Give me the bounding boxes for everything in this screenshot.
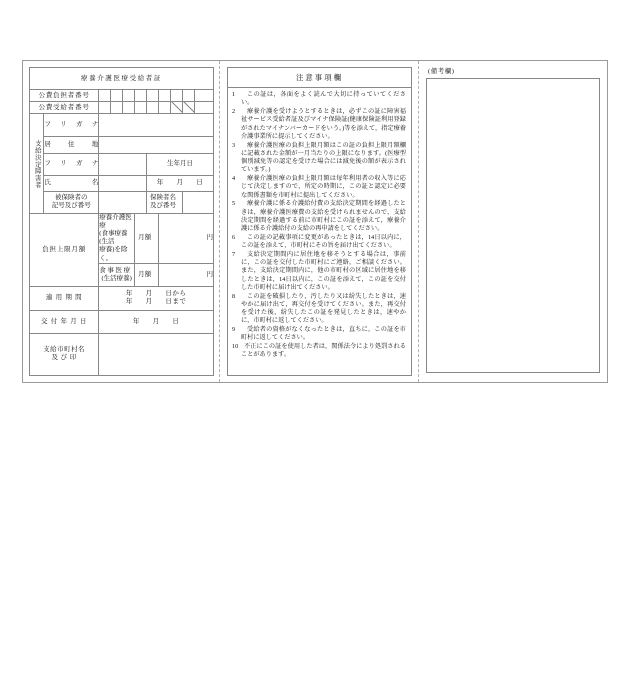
notice-item-text: 療養介護に係る介護給付費の支給決定期間を経過したときは，療養介護医療費の支給を受けられませんので，支給決定期間を経過する前に市町村にこの証を添えて，療養介護に係る介護給付の支給の再申請をしてください。 [241,200,406,232]
recipient-digit-cell[interactable] [123,102,135,114]
recipient-digit-cell[interactable] [147,102,159,114]
burden-digit-cell[interactable] [135,90,147,102]
birth-month-label: 月 [176,179,184,187]
notice-item [232,108,406,141]
issue-date-value[interactable] [99,310,214,333]
furigana-name-label: フ リ ガ ナ [44,153,99,175]
burden-number-blank-cell [194,90,213,102]
public-burden-number-label: 公費負担者番号 [30,90,99,102]
address-value[interactable] [99,136,214,153]
notice-item-number: 1 [232,91,236,98]
period-from-month: 月 [145,290,153,298]
notice-box [227,67,412,376]
issue-date-label: 交 付 年 月 日 [30,310,99,333]
name-label: 氏 名 [44,175,99,191]
period-to-year: 年 [125,298,133,306]
name-value[interactable] [99,175,147,191]
furigana-label: フ リ ガ ナ [44,114,99,136]
municipality-row [30,333,214,375]
burden-digit-cell[interactable] [182,90,194,102]
remarks-input-box[interactable] [426,78,600,373]
period-from-year: 年 [125,290,133,298]
recipient-digit-cell[interactable] [99,102,111,114]
meal-amount-value[interactable] [158,263,213,286]
insurer-name-label: 保険者名 及び番号 [147,191,183,213]
notice-item [232,91,406,108]
notice-item-text: 支給決定期間内に居住地を移そうとする場合は，事前に，この証を交付した市町村にご連絡，ご相談ください。また，支給決定期間内に，他の市町村の区域に居住地を移したときは，14日以内に，この証を添えて，この証を交付した市町村に届け出てください。 [241,250,406,291]
notice-item-number: 6 [232,233,236,241]
care-medical-cap-row [30,213,214,263]
birth-year-label: 年 [156,179,164,187]
meal-yen-label: 円 [206,270,213,278]
notice-list [228,88,411,375]
public-recipient-number-row [30,102,214,114]
burden-cap-label: 負担上限月額 [30,213,99,286]
care-amount-value[interactable] [158,213,213,263]
recipient-strike-cell [170,102,182,114]
notice-item-number: 5 [232,200,236,208]
issue-month-label: 月 [152,317,160,325]
period-label: 適 用 期 間 [30,286,99,310]
furigana-name-value[interactable] [99,153,147,175]
notice-item-number: 9 [232,326,236,333]
notice-item [232,142,406,175]
insured-symbol-label: 被保険者の 記号及び番号 [44,191,99,213]
notice-item-text: この証を破損したり，汚したり又は紛失したときは，速やかに届け出て，再交付を受けてください。また，再交付を受けた後，紛失したこの証を発見したときは，速やかに，市町村に返してください。 [241,292,406,325]
insurer-name-value[interactable] [182,191,213,213]
furigana-name-row [30,153,214,175]
notice-item [232,175,406,200]
notice-item-text: 療養介護を受けようとするときは，必ずこの証に障害福祉サービス受給者証及びマイナ保険証(健康保険証利用登録がされたマイナンバーカードをいう。)等を添えて，指定療養介護事業所に提示してください。 [241,108,406,140]
notice-item-number: 3 [232,141,236,149]
notice-item-number: 7 [232,250,236,258]
recipient-number-blank-cell [194,102,213,114]
recipient-digit-cell[interactable] [158,102,170,114]
certificate-table [29,67,214,376]
burden-digit-cell[interactable] [111,90,123,102]
burden-digit-cell[interactable] [99,90,111,102]
period-to-day: 日まで [165,298,187,306]
issue-date-row [30,310,214,333]
meal-medical-label: 食 事 医 療 (生活療養) [99,263,135,286]
issue-year-label: 年 [132,317,140,325]
notice-panel [219,61,418,382]
period-from-day: 日から [165,290,187,298]
notice-item-number: 10 [232,343,239,350]
burden-digit-cell[interactable] [170,90,182,102]
certificate-title: 療養介護医療受給者証 [30,68,214,90]
notice-item-text: 療養介護医療の負担上限月額は毎年利用者の収入等に応じて決定しますので，所定の時期に，この証と認定に必要な関係書類を市町村に提出してください。 [241,175,406,199]
certificate-title-row [30,68,214,90]
burden-digit-cell[interactable] [158,90,170,102]
burden-digit-cell[interactable] [123,90,135,102]
insured-number-row [30,191,214,213]
notice-item-text: 受給者の資格がなくなったときは，直ちに，この証を市町村に返してください。 [241,326,406,342]
period-to-month: 月 [145,298,153,306]
notice-item-number: 8 [232,292,236,300]
notice-item [232,234,406,251]
name-row [30,175,214,191]
meal-monthly-amount-label: 月額 [135,263,159,286]
birthdate-label: 生年月日 [147,153,214,175]
beneficiary-vertical-label: 支給決定障害者 [30,114,44,214]
recipient-digit-cell[interactable] [111,102,123,114]
period-row [30,286,214,310]
notice-item [232,343,406,360]
notice-item [232,293,406,326]
address-row [30,136,214,153]
care-yen-label: 円 [206,234,213,242]
burden-digit-cell[interactable] [147,90,159,102]
notice-item-text: この証は，各面をよく読んで大切に持っていてください。 [241,91,406,107]
certificate-sheet [22,60,608,383]
address-label: 居 住 地 [44,136,99,153]
notice-item [232,251,406,292]
period-value[interactable] [99,286,214,310]
notice-item [232,326,406,343]
issue-day-label: 日 [172,317,180,325]
municipality-label: 支給市町村名 及 び 印 [30,333,99,375]
birthdate-value[interactable] [147,175,214,191]
certificate-panel [23,61,219,382]
remarks-label: (備考欄) [428,68,455,75]
recipient-strike-cell [182,102,194,114]
notice-item-text: この証の記載事項に変更があったときは，14日以内に，この証を添えて，市町村にその旨を届け出てください。 [241,233,406,249]
municipality-seal-value[interactable] [99,333,214,375]
insured-symbol-value[interactable] [99,191,147,213]
recipient-digit-cell[interactable] [135,102,147,114]
care-medical-label: 療養介護医療 (食事療養(生活 療養)を除く。 [99,213,135,263]
notice-item-text: 療養介護医療の負担上限月額はこの証の負担上限月額欄に記載された金額が一月当たりの上限になります。(医療型個別減免等の認定を受けた場合には減免後の額が表示されています。) [241,141,406,174]
public-burden-number-row [30,90,214,102]
notice-item-number: 4 [232,175,236,182]
notice-item [232,200,406,233]
birth-day-label: 日 [196,179,204,187]
notice-item-number: 2 [232,108,236,115]
furigana-address-value[interactable] [99,114,214,136]
notice-item-text: 不正にこの証を使用した者は，関係法令により処罰されることがあります。 [241,343,406,359]
remarks-panel [418,61,607,382]
public-recipient-number-label: 公費受給者番号 [30,102,99,114]
notice-heading: 注意事項欄 [228,68,411,88]
care-monthly-amount-label: 月額 [135,213,159,263]
furigana-address-row [30,114,214,136]
